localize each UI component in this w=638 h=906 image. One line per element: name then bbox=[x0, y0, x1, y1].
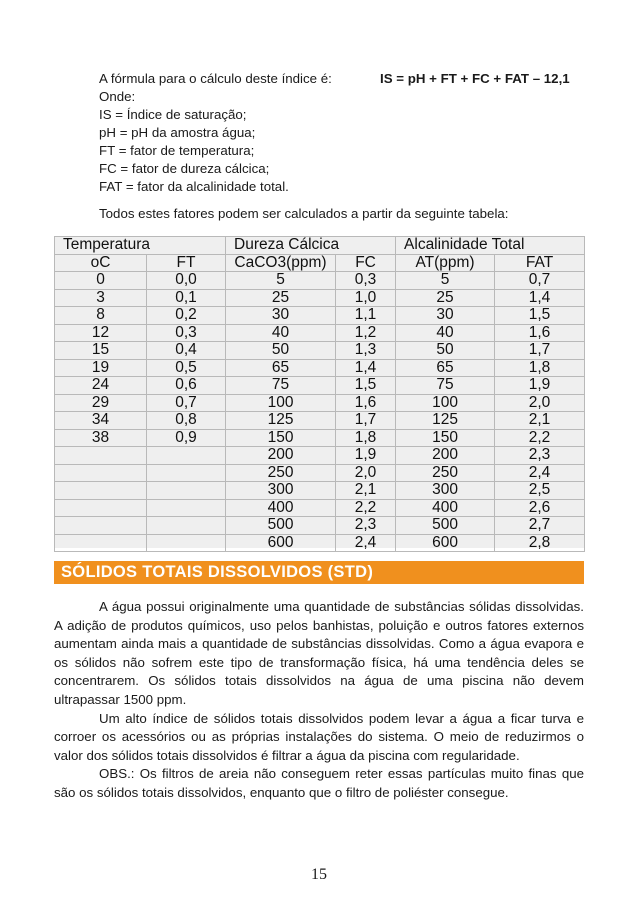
table-cell: 600 bbox=[226, 534, 336, 552]
table-cell: 2,7 bbox=[495, 517, 585, 535]
table-cell: 125 bbox=[396, 412, 495, 430]
table-cell: 150 bbox=[226, 429, 336, 447]
table-cell: 400 bbox=[226, 499, 336, 517]
definition-ft: FT = fator de temperatura; bbox=[99, 143, 255, 158]
table-cell: 65 bbox=[396, 359, 495, 377]
table-cell bbox=[147, 499, 226, 517]
table-cell: 2,2 bbox=[495, 429, 585, 447]
table-cell: 0 bbox=[55, 272, 147, 290]
table-cell: 65 bbox=[226, 359, 336, 377]
table-cell bbox=[147, 534, 226, 552]
table-cell: 1,5 bbox=[336, 377, 396, 395]
table-cell: 40 bbox=[226, 324, 336, 342]
table-row bbox=[55, 429, 585, 447]
table-cell: 40 bbox=[396, 324, 495, 342]
definition-is: IS = Índice de saturação; bbox=[99, 107, 247, 122]
table-cell: 125 bbox=[226, 412, 336, 430]
table-row bbox=[55, 377, 585, 395]
formula-label: A fórmula para o cálculo deste índice é: bbox=[99, 71, 332, 86]
table-cell: 100 bbox=[396, 394, 495, 412]
table-cell bbox=[147, 447, 226, 465]
section-header-bar bbox=[54, 561, 584, 584]
table-cell: 0,5 bbox=[147, 359, 226, 377]
table-cell: 24 bbox=[55, 377, 147, 395]
table-cell: 1,2 bbox=[336, 324, 396, 342]
table-cell: 2,4 bbox=[495, 464, 585, 482]
table-cell: 300 bbox=[396, 482, 495, 500]
table-row bbox=[55, 482, 585, 500]
table-cell: 1,6 bbox=[495, 324, 585, 342]
table-row bbox=[55, 359, 585, 377]
table-cell bbox=[55, 517, 147, 535]
table-cell: 1,7 bbox=[336, 412, 396, 430]
section-title: SÓLIDOS TOTAIS DISSOLVIDOS (STD) bbox=[61, 563, 374, 581]
table-cell: 1,0 bbox=[336, 289, 396, 307]
table-cell: 0,6 bbox=[147, 377, 226, 395]
formula: IS = pH + FT + FC + FAT – 12,1 bbox=[380, 71, 570, 86]
column-header-fc: FC bbox=[336, 254, 396, 272]
table-cell: 3 bbox=[55, 289, 147, 307]
table-cell bbox=[55, 499, 147, 517]
table-cell: 30 bbox=[226, 307, 336, 325]
table-cell: 2,3 bbox=[336, 517, 396, 535]
table-row bbox=[55, 272, 585, 290]
table-cell: 12 bbox=[55, 324, 147, 342]
definition-ph: pH = pH da amostra água; bbox=[99, 125, 256, 140]
table-cell: 50 bbox=[396, 342, 495, 360]
table-cell: 29 bbox=[55, 394, 147, 412]
section-body bbox=[54, 598, 584, 803]
table-cell: 250 bbox=[396, 464, 495, 482]
table-cell: 2,1 bbox=[495, 412, 585, 430]
table-cell: 2,1 bbox=[336, 482, 396, 500]
table-cell: 2,6 bbox=[495, 499, 585, 517]
table-cell: 200 bbox=[226, 447, 336, 465]
group-header-alcalinidade-total: Alcalinidade Total bbox=[396, 237, 585, 255]
formula-line bbox=[99, 70, 589, 88]
definition-heading: Onde: bbox=[99, 89, 136, 104]
table-cell: 0,2 bbox=[147, 307, 226, 325]
table-cell: 1,8 bbox=[495, 359, 585, 377]
table-row bbox=[55, 534, 585, 552]
table-row bbox=[55, 517, 585, 535]
table-cell: 0,8 bbox=[147, 412, 226, 430]
table-cell: 0,3 bbox=[147, 324, 226, 342]
column-header-ft: FT bbox=[147, 254, 226, 272]
table-cell: 25 bbox=[226, 289, 336, 307]
paragraph: Um alto índice de sólidos totais dissolvidos podem levar a água a ficar turva e corroer os acessórios ou as próprias instalações do sistema. O meio de reduzirmos o valor dos sólidos totais dissolvidos é filtrar a água da piscina com regularidade. bbox=[54, 710, 584, 763]
table-row bbox=[55, 412, 585, 430]
table-cell bbox=[147, 464, 226, 482]
table-cell: 30 bbox=[396, 307, 495, 325]
table-cell: 5 bbox=[226, 272, 336, 290]
table-cell: 1,7 bbox=[495, 342, 585, 360]
column-header-row bbox=[55, 254, 585, 272]
table-cell: 100 bbox=[226, 394, 336, 412]
paragraph: A água possui originalmente uma quantidade de substâncias sólidas dissolvidas. A adição de produtos químicos, uso pelos banhistas, poluição e outros fatores externos aumentam ainda mais a quantidade de substâncias dissolvidas. Como a água evapora e os sólidos não sofrem este tipo de transformação física, há uma tendência deles se concentrarem. Os sólidos totais dissolvidos na água de uma piscina não devem ultrapassar 1500 ppm. bbox=[54, 599, 584, 707]
table-cell: 2,3 bbox=[495, 447, 585, 465]
table-cell: 2,8 bbox=[495, 534, 585, 552]
column-header-oc: oC bbox=[55, 254, 147, 272]
table-cell bbox=[55, 447, 147, 465]
table-cell: 25 bbox=[396, 289, 495, 307]
table-cell: 2,4 bbox=[336, 534, 396, 552]
table-cell: 50 bbox=[226, 342, 336, 360]
group-header-temperatura: Temperatura bbox=[55, 237, 226, 255]
table-cell: 75 bbox=[226, 377, 336, 395]
definition-fc: FC = fator de dureza cálcica; bbox=[99, 161, 270, 176]
table-cell: 600 bbox=[396, 534, 495, 552]
definition-fat: FAT = fator da alcalinidade total. bbox=[99, 179, 289, 194]
table-cell: 2,5 bbox=[495, 482, 585, 500]
table-cell: 500 bbox=[396, 517, 495, 535]
table-cell: 2,2 bbox=[336, 499, 396, 517]
table-cell: 1,4 bbox=[495, 289, 585, 307]
paragraph: OBS.: Os filtros de areia não conseguem reter essas partículas muito finas que são os sólidos totais dissolvidos, enquanto que o filtro de poliéster consegue. bbox=[54, 766, 584, 800]
table-cell: 250 bbox=[226, 464, 336, 482]
table-cell bbox=[55, 482, 147, 500]
table-row bbox=[55, 464, 585, 482]
table-cell: 1,9 bbox=[336, 447, 396, 465]
table-row bbox=[55, 447, 585, 465]
table-cell: 200 bbox=[396, 447, 495, 465]
table-cell: 0,1 bbox=[147, 289, 226, 307]
table-cell: 300 bbox=[226, 482, 336, 500]
table-cell: 1,9 bbox=[495, 377, 585, 395]
page-number: 15 bbox=[311, 866, 327, 883]
table-cell: 0,4 bbox=[147, 342, 226, 360]
table-cell: 500 bbox=[226, 517, 336, 535]
table-row bbox=[55, 394, 585, 412]
table-cell: 0,9 bbox=[147, 429, 226, 447]
table-cell bbox=[147, 517, 226, 535]
table-cell: 5 bbox=[396, 272, 495, 290]
table-cell: 1,3 bbox=[336, 342, 396, 360]
column-header-caco3: CaCO3(ppm) bbox=[226, 254, 336, 272]
table-cell: 34 bbox=[55, 412, 147, 430]
table-intro-text: Todos estes fatores podem ser calculados a partir da seguinte tabela: bbox=[99, 206, 509, 221]
formula-section bbox=[99, 70, 589, 196]
factors-table bbox=[54, 236, 585, 552]
table-cell: 38 bbox=[55, 429, 147, 447]
table-row bbox=[55, 289, 585, 307]
table-cell: 1,6 bbox=[336, 394, 396, 412]
table-cell: 0,7 bbox=[147, 394, 226, 412]
table-row bbox=[55, 499, 585, 517]
table-cell: 8 bbox=[55, 307, 147, 325]
table-cell: 0,7 bbox=[495, 272, 585, 290]
table-cell: 2,0 bbox=[495, 394, 585, 412]
table-row bbox=[55, 324, 585, 342]
table-row bbox=[55, 342, 585, 360]
factors-table-container bbox=[54, 236, 584, 551]
column-header-at: AT(ppm) bbox=[396, 254, 495, 272]
table-cell: 1,4 bbox=[336, 359, 396, 377]
table-cell: 19 bbox=[55, 359, 147, 377]
table-cell: 75 bbox=[396, 377, 495, 395]
table-cell: 1,8 bbox=[336, 429, 396, 447]
table-cell: 0,3 bbox=[336, 272, 396, 290]
table-cell: 2,0 bbox=[336, 464, 396, 482]
group-header-row bbox=[55, 237, 585, 255]
table-cell: 0,0 bbox=[147, 272, 226, 290]
table-cell: 150 bbox=[396, 429, 495, 447]
group-header-dureza-calcica: Dureza Cálcica bbox=[226, 237, 396, 255]
table-cell bbox=[55, 534, 147, 552]
table-cell: 400 bbox=[396, 499, 495, 517]
table-cell bbox=[147, 482, 226, 500]
table-cell bbox=[55, 464, 147, 482]
column-header-fat: FAT bbox=[495, 254, 585, 272]
table-row bbox=[55, 307, 585, 325]
table-cell: 1,1 bbox=[336, 307, 396, 325]
table-cell: 1,5 bbox=[495, 307, 585, 325]
table-cell: 15 bbox=[55, 342, 147, 360]
